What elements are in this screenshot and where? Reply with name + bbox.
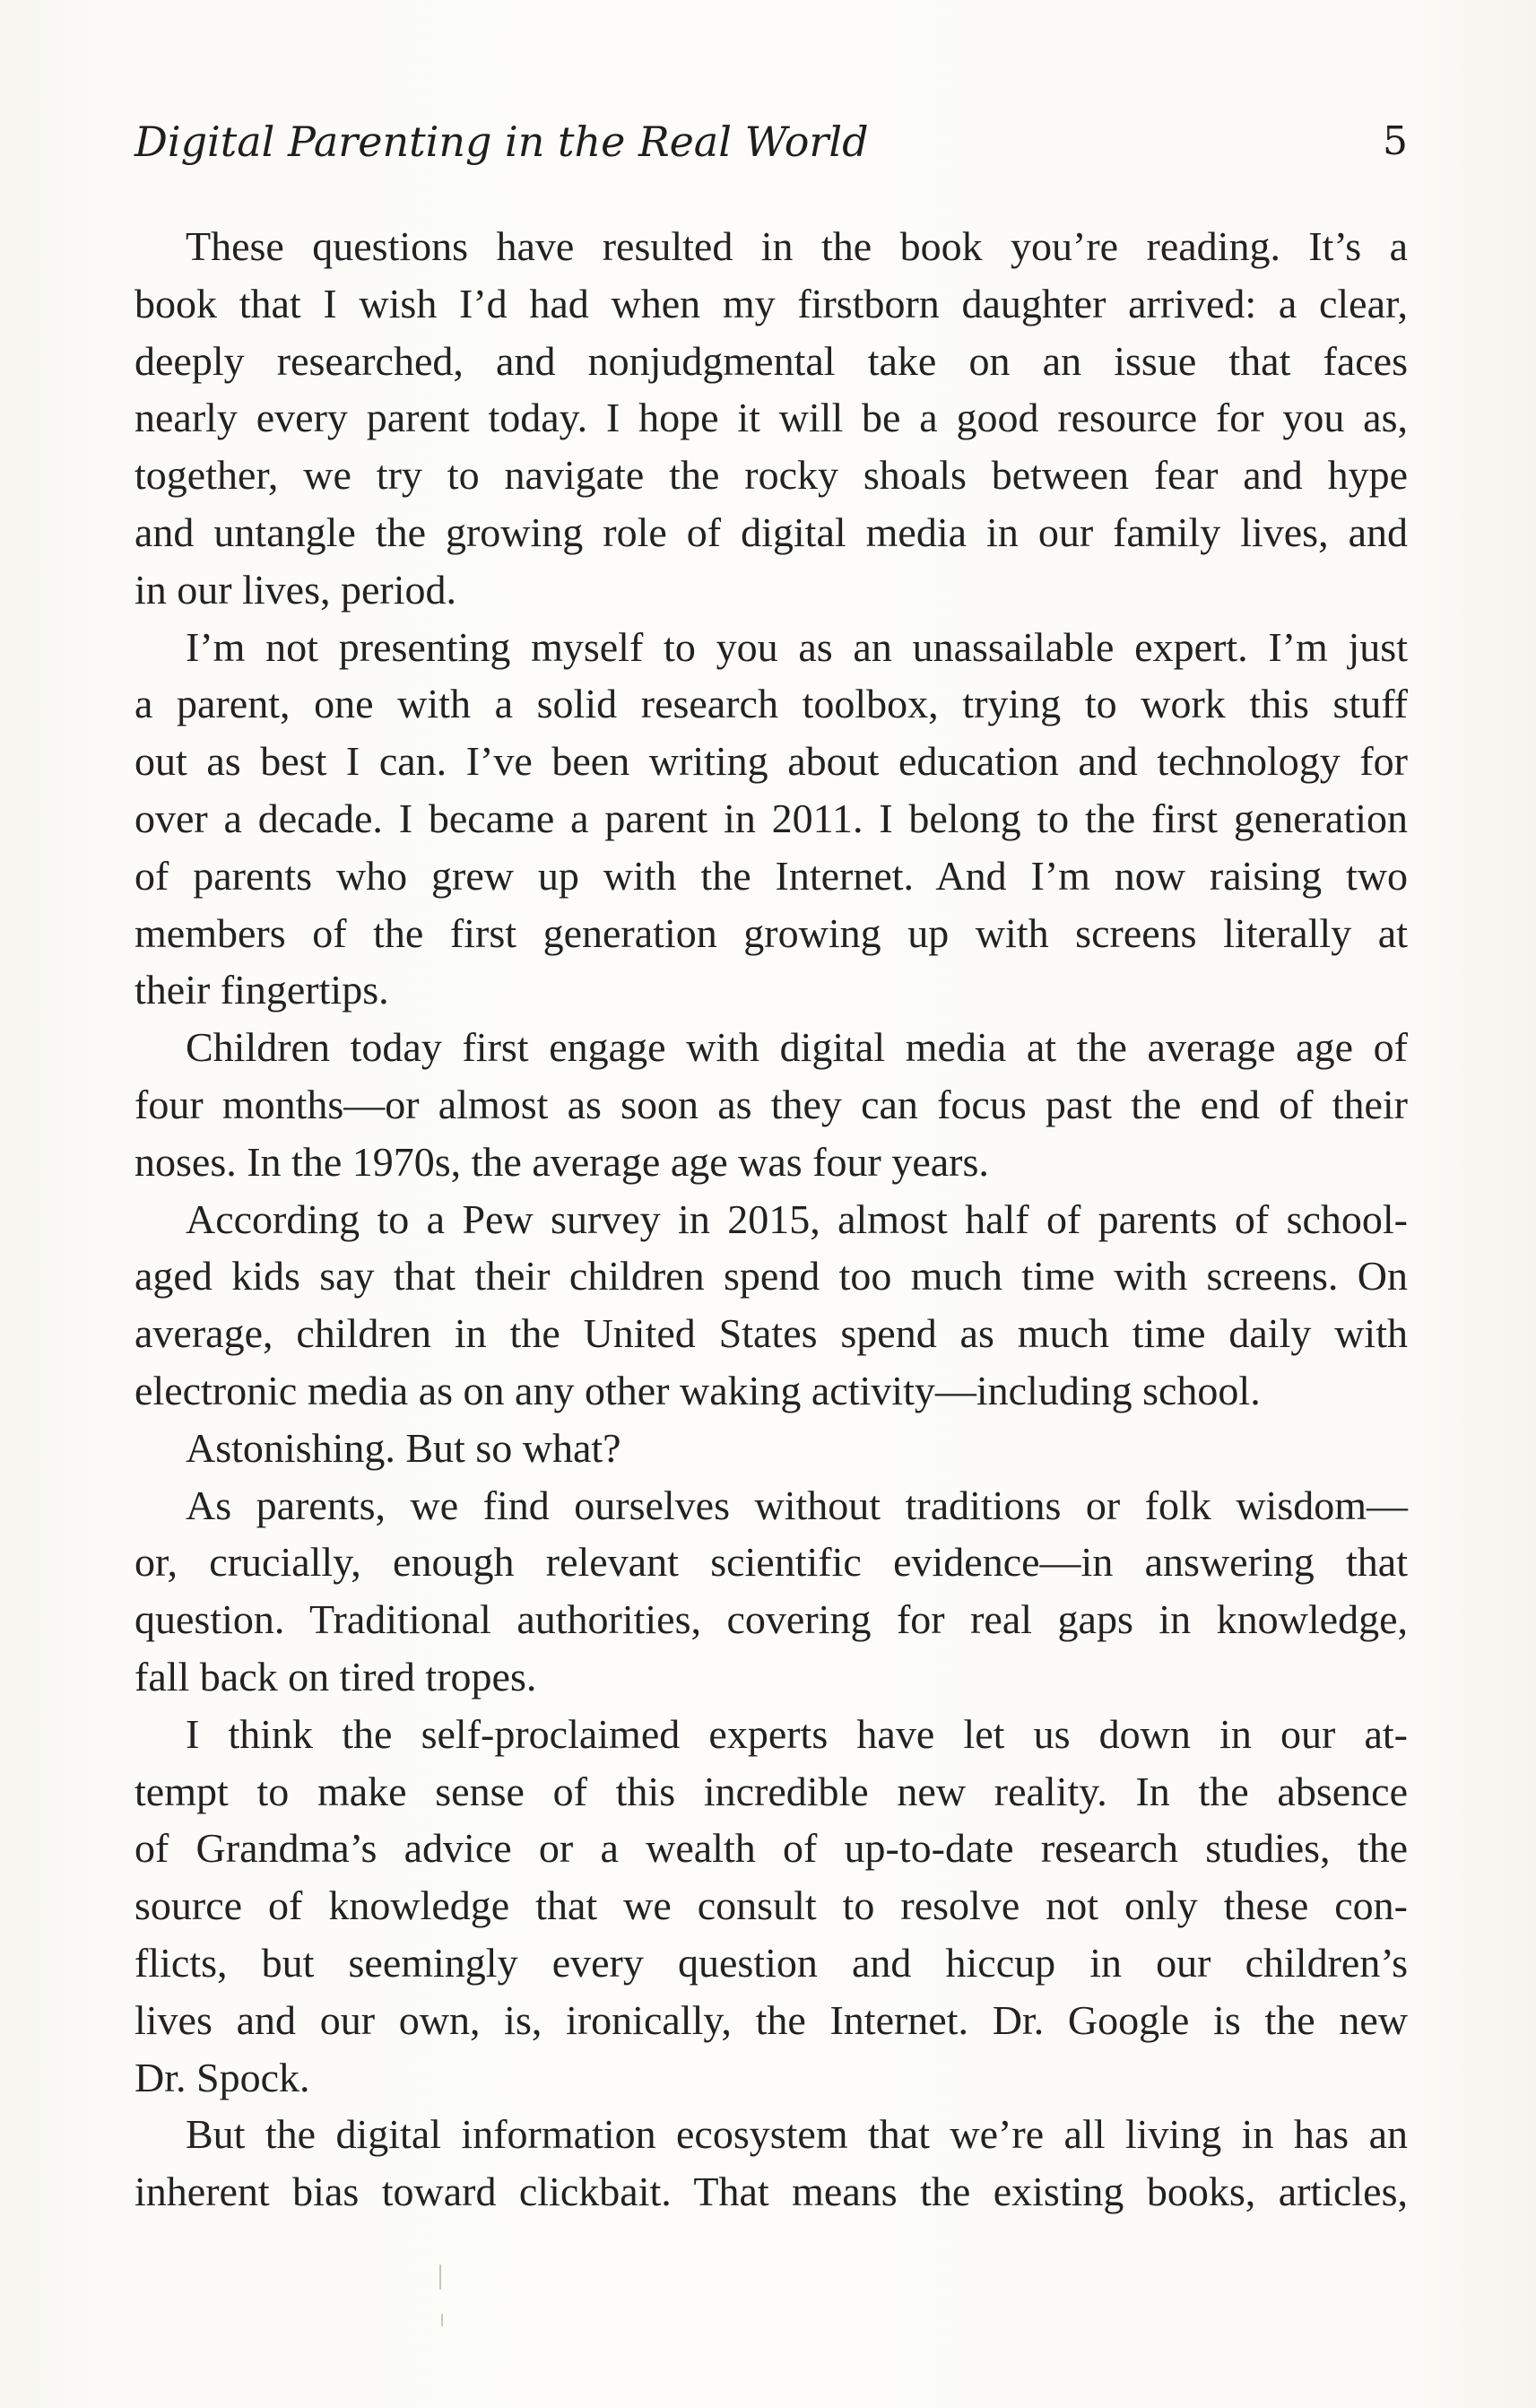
text-line: in our lives, period. [135, 566, 456, 613]
text-line: These questions have resulted in the book you’re reading. It’s a [186, 223, 1408, 269]
text-line: inherent bias toward clickbait. That means the existing books, articles, [135, 2169, 1408, 2215]
paragraph [135, 2106, 1408, 2221]
text-line: their fingertips. [135, 967, 389, 1013]
text-line: members of the first generation growing up with screens literally at [135, 909, 1408, 956]
scan-artifact [441, 2314, 443, 2326]
text-line: Dr. Spock. [135, 2054, 310, 2100]
text-line: fall back on tired tropes. [135, 1653, 537, 1700]
page-number: 5 [1383, 118, 1408, 164]
paragraph [135, 1420, 1408, 1477]
text-line: I’m not presenting myself to you as an unassailable expert. I’m just [186, 623, 1408, 670]
text-line: flicts, but seemingly every question and hiccup in our children’s [135, 1939, 1408, 1986]
text-line: over a decade. I became a parent in 2011. I belong to the first generation [135, 795, 1408, 841]
text-line: As parents, we find ourselves without traditions or folk wisdom— [186, 1482, 1408, 1528]
text-line: noses. In the 1970s, the average age was four years. [135, 1138, 989, 1185]
paragraph [135, 1706, 1408, 2107]
text-line: of parents who grew up with the Internet. And I’m now raising two [135, 852, 1408, 899]
text-line: source of knowledge that we consult to resolve not only these con- [135, 1882, 1408, 1929]
paragraph [135, 619, 1408, 1020]
text-line: four months—or almost as soon as they can focus past the end of their [135, 1081, 1408, 1127]
text-line: of Grandma’s advice or a wealth of up-to-date research studies, the [135, 1825, 1408, 1872]
text-line: or, crucially, enough relevant scientific evidence—in answering that [135, 1539, 1408, 1586]
paragraph [135, 218, 1408, 619]
text-line: Astonishing. But so what? [186, 1424, 621, 1471]
running-head [135, 115, 1408, 169]
text-line: But the digital information ecosystem that we’re all living in has an [186, 2111, 1408, 2158]
text-line: aged kids say that their children spend too much time with screens. On [135, 1253, 1408, 1300]
text-line: electronic media as on any other waking activity—including school. [135, 1367, 1261, 1413]
text-line: According to a Pew survey in 2015, almost half of parents of school- [186, 1195, 1408, 1242]
text-line: tempt to make sense of this incredible new reality. In the absence [135, 1768, 1408, 1814]
paragraph [135, 1477, 1408, 1706]
paragraph [135, 1191, 1408, 1420]
text-line: I think the self-proclaimed experts have let us down in our at- [186, 1710, 1408, 1757]
text-line: deeply researched, and nonjudgmental take on an issue that faces [135, 337, 1408, 384]
text-line: and untangle the growing role of digital media in our family lives, and [135, 509, 1408, 555]
text-line: average, children in the United States spend as much time daily with [135, 1310, 1408, 1357]
text-line: nearly every parent today. I hope it will be a good resource for you as, [135, 395, 1408, 441]
text-line: Children today first engage with digital media at the average age of [186, 1024, 1408, 1071]
text-line: out as best I can. I’ve been writing about education and technology for [135, 738, 1408, 785]
text-line: together, we try to navigate the rocky shoals between fear and hype [135, 452, 1408, 499]
text-line: question. Traditional authorities, covering for real gaps in knowledge, [135, 1596, 1408, 1643]
scan-artifact [439, 2265, 441, 2290]
text-line: lives and our own, is, ironically, the Internet. Dr. Google is the new [135, 1996, 1408, 2043]
body-text [135, 218, 1408, 2221]
text-line: a parent, one with a solid research toolbox, trying to work this stuff [135, 681, 1408, 727]
text-line: book that I wish I’d had when my firstborn daughter arrived: a clear, [135, 280, 1408, 326]
chapter-title: Digital Parenting in the Real World [135, 117, 869, 166]
paragraph [135, 1019, 1408, 1190]
